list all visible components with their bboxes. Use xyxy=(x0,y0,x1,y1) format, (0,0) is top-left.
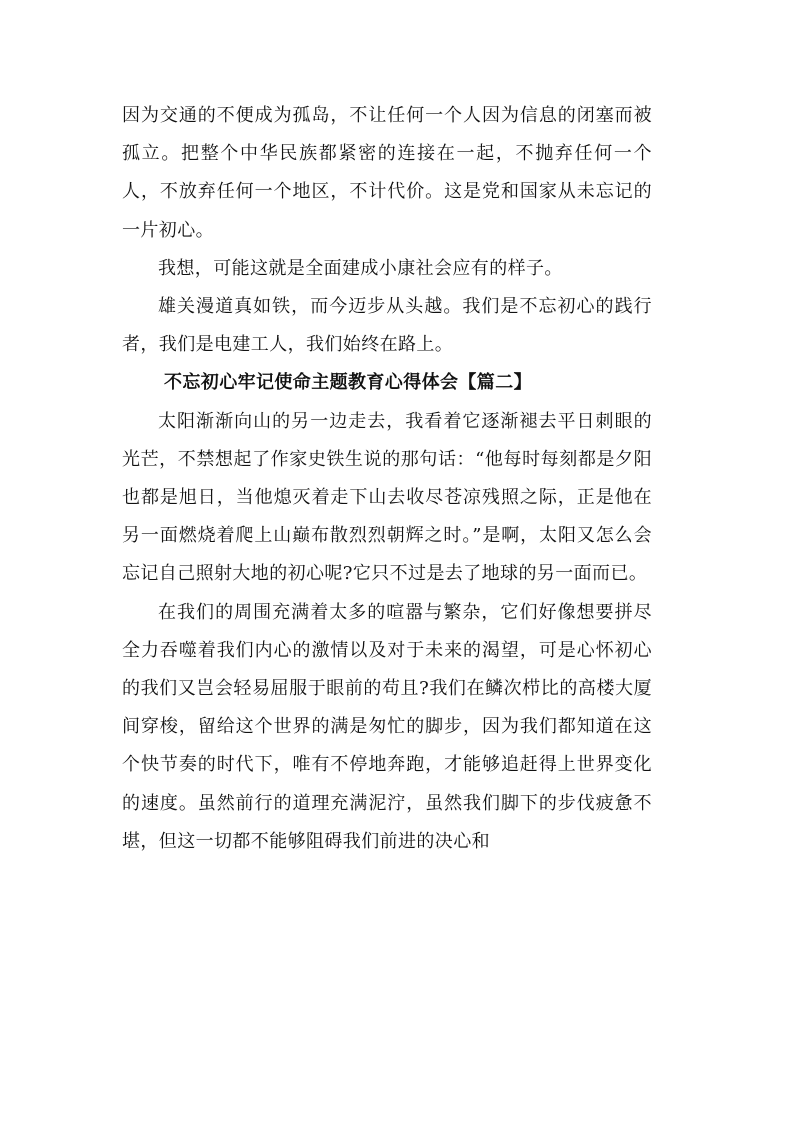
paragraph-sunset: 太阳渐渐向山的另一边走去，我看着它逐渐褪去平日刺眼的光芒，不禁想起了作家史铁生说的那句话：“他每时每刻都是夕阳也都是旭日，当他熄灭着走下山去收尽苍凉残照之际，正是他在另一面燃烧着爬上山巅布散烈烈朝辉之时。”是啊，太阳又怎么会忘记自己照射大地的初心呢?它只不过是去了地球的另一面而已。 xyxy=(122,410,652,585)
paragraph-xiaokang: 我想，可能这就是全面建成小康社会应有的样子。 xyxy=(158,257,563,279)
paragraph-connection: 因为交通的不便成为孤岛，不让任何一个人因为信息的闭塞而被孤立。把整个中华民族都紧密的连接在一起，不抛弃任何一个人，不放弃任何一个地区，不计代价。这是党和国家从未忘记的一片初心。 xyxy=(122,105,652,241)
section-heading: 不忘初心牢记使命主题教育心得体会【篇二】 xyxy=(164,372,532,394)
document-body xyxy=(122,97,652,861)
paragraph-on-the-road: 雄关漫道真如铁，而今迈步从头越。我们是不忘初心的践行者，我们是电建工人，我们始终在路上。 xyxy=(122,296,652,356)
paragraph-hustle: 在我们的周围充满着太多的喧嚣与繁杂，它们好像想要拼尽全力吞噬着我们内心的激情以及对于未来的渴望，可是心怀初心的我们又岂会轻易屈服于眼前的苟且?我们在鳞次栉比的高楼大厦间穿梭，留给这个世界的满是匆忙的脚步，因为我们都知道在这个快节奏的时代下，唯有不停地奔跑，才能够追赶得上世界变化的速度。虽然前行的道理充满泥泞，虽然我们脚下的步伐疲惫不堪，但这一切都不能够阻碍我们前进的决心和 xyxy=(122,601,652,852)
